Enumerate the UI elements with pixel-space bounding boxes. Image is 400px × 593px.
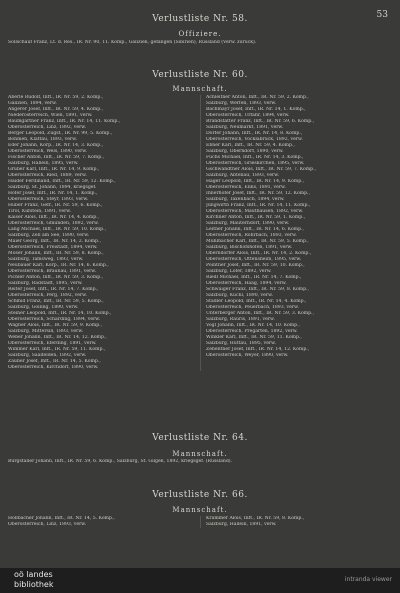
entry-line: Gschwandtner Alois, Inft., IR. Nr. 59, 7. Komp., — [206, 167, 317, 172]
column-divider — [200, 516, 201, 528]
entry-line: Krammer Alois, Inft., IR. Nr. 59, 8. Komp., — [206, 516, 305, 521]
entry-line: Schmid Franz, Inft., IR. Nr. 59, 5. Komp., — [8, 299, 104, 304]
entry-line: Galizien, 1894, verw. — [8, 101, 57, 106]
page-number: 53 — [376, 10, 388, 20]
entry-line: Fuchs Michael, Inft., IR. Nr. 14, 3. Komp., — [206, 155, 304, 160]
entry-line: Brandstätter Franz, Inft., IR. Nr. 59, 6. Komp., — [206, 119, 315, 124]
entry-line: Lang Michael, Inft., IR. Nr. 59, 10. Komp., — [8, 227, 107, 232]
entry-line: Oberösterreich, Urfahr, 1894, verw. — [206, 113, 290, 118]
entry-line: Oberösterreich, Vöcklabruck, 1892, verw. — [206, 137, 303, 142]
entry-line: Oberösterreich, Eferding, 1891, verw. — [8, 341, 97, 346]
entry-line: Innerhofer Josef, Inft., IR. Nr. 59, 12. Komp., — [206, 191, 310, 196]
logo-line-1: oö landes — [14, 570, 53, 579]
entry-line: Weber Johann, Inft., IR. Nr. 14, 12. Komp., — [8, 335, 107, 340]
entry-line: Gruber Karl, Inft., IR. Nr. 14, 9. Komp., — [8, 167, 100, 172]
entry-line: Hager Leopold, Inft., IR. Nr. 14, 9. Komp., — [206, 179, 305, 184]
entry-line: Oberösterreich, Linz, 1892, verw. — [8, 125, 87, 130]
entry-line: Neubauer Karl, Korp., IR. Nr. 14, 6. Komp., — [8, 263, 109, 268]
entry-line: Salzburg, Hüttau, 1895, verw. — [206, 341, 276, 346]
entry-line: Salzburg, Hallein, 1895, verw. — [8, 161, 79, 166]
entry-line: Böhmen, Klattau, 1893, verw. — [8, 137, 77, 142]
entry-line: Oberösterreich, Ottensheim, 1895, verw. — [206, 257, 302, 262]
entry-line: Salzburg, Lofer, 1892, verw. — [206, 269, 272, 274]
list-title: Verlustliste Nr. 58. — [152, 14, 248, 24]
entry-line: Ebner Karl, Inft., IR. Nr. 59, 4. Komp., — [206, 143, 295, 148]
list-title: Verlustliste Nr. 60. — [152, 70, 248, 80]
entry-line: Moser Johann, Inft., IR. Nr. 59, 8. Komp., — [8, 251, 104, 256]
entry-line: Dorfer Johann, Inft., IR. Nr. 14, 8. Komp., — [206, 131, 303, 136]
entry-line: Winkler Karl, Inft., IR. Nr. 59, 11. Komp., — [206, 335, 302, 340]
entry-line: Oberösterreich, Haag, 1894, verw. — [206, 281, 287, 286]
viewer-footer — [0, 568, 400, 593]
list-title: Verlustliste Nr. 66. — [152, 490, 248, 500]
entry-line: Huber Franz, Gefr., IR. Nr. 59, 6. Komp., — [8, 203, 103, 208]
entry-line: Salzburg, Hallein, 1891, verw. — [206, 522, 277, 527]
entry-line: Salzburg, Abtenau, 1893, verw. — [206, 173, 280, 178]
entry-line: Salzburg, Tamsweg, 1893, verw. — [8, 257, 84, 262]
entry-line: Fischer Anton, Inft., IR. Nr. 59, 7. Komp., — [8, 155, 105, 160]
entry-line: Vogl Johann, Inft., IR. Nr. 14, 10. Komp., — [206, 323, 301, 328]
entry-line: Oberösterreich, Gmunden, 1892, verw. — [8, 221, 99, 226]
entry-line: Salzburg, Mauterndorf, 1890, verw. — [206, 221, 290, 226]
entry-line: Berger Leopold, Zugsf., IR. Nr. 99, 5. Komp., — [8, 131, 113, 136]
entry-line: Salzburg, Radstadt, 1895, verw. — [8, 281, 83, 286]
entry-line: Maier Georg, Inft., IR. Nr. 14, 2. Komp., — [8, 239, 101, 244]
entry-line: Oberösterreich, Steyr, 1893, verw. — [8, 197, 89, 202]
entry-line: Salzburg, Bischofshofen, 1891, verw. — [206, 245, 293, 250]
library-logo[interactable] — [6, 568, 66, 593]
entry-line: Salzburg, Neumarkt, 1891, verw. — [206, 125, 284, 130]
list-subtitle: Mannschaft. — [172, 450, 228, 458]
entry-line: Oberösterreich, Freistadt, 1894, verw. — [8, 245, 98, 250]
entry-line: Burgstaller Johann, Inft., IR. Nr. 59, 6. Komp., Salzburg, St. Gilgen, 1892, kriegsgef. (Russland). — [8, 459, 233, 464]
entry-line: Oberösterreich, Ried, 1889, verw. — [8, 173, 87, 178]
entry-line: Zehentner Josef, Inft., IR. Nr. 14, 12. Komp., — [206, 347, 310, 352]
entry-line: Salzburg, Taxenbach, 1894, verw. — [206, 197, 285, 202]
entry-line: Salzburg, Werfen, 1893, verw. — [206, 101, 277, 106]
entry-line: Oberösterreich, Linz, 1893, verw. — [8, 522, 87, 527]
entry-line: Kaiser Alois, Inft., IR. Nr. 14, 4. Komp., — [8, 215, 100, 220]
entry-line: Aberle Rudolf, Inft., IR. Nr. 59, 2. Komp., — [8, 95, 104, 100]
entry-line: Salzburg, Rauris, 1891, verw. — [206, 317, 275, 322]
list-title: Verlustliste Nr. 64. — [152, 433, 248, 443]
entry-line: Tirol, Kufstein, 1891, verw. — [8, 209, 72, 214]
entry-line: Haider Ferdinand, Inft., IR. Nr. 59, 12. Komp., — [8, 179, 116, 184]
entry-line: Stadler Leopold, Inft., IR. Nr. 14, 4. Komp., — [206, 299, 307, 304]
entry-line: Riedl Michael, Inft., IR. Nr. 14, 7. Komp., — [206, 275, 302, 280]
entry-line: Kirchner Anton, Inft., IR. Nr. 59, 1. Komp., — [206, 215, 306, 220]
entry-line: Wimmer Karl, Inft., IR. Nr. 59, 11. Komp., — [8, 347, 106, 352]
entry-line: Salzburg, Kuchl, 1890, verw. — [206, 293, 273, 298]
entry-line: Oberösterreich, Perg, 1892, verw. — [8, 293, 87, 298]
entry-line: Salzburg, Golling, 1890, verw. — [8, 305, 79, 310]
entry-line: Leitner Johann, Inft., IR. Nr. 14, 6. Komp., — [206, 227, 304, 232]
entry-line: Angerer Josef, Inft., IR. Nr. 59, 4. Komp., — [8, 107, 104, 112]
entry-line: Oberösterreich, Mauthausen, 1892, verw. — [206, 209, 304, 214]
entry-line: Oberösterreich, Schärding, 1894, verw. — [8, 317, 101, 322]
entry-line: Salzburg, Mittersill, 1893, verw. — [8, 329, 84, 334]
entry-line: Wagner Alois, Inft., IR. Nr. 59, 9. Komp., — [8, 323, 103, 328]
entry-line: Salzburg, St. Johann, 1894, kriegsgef. — [8, 185, 97, 190]
entry-line: Hofer Josef, Inft., IR. Nr. 14, 1. Komp., — [8, 191, 98, 196]
entry-line: Schwaiger Franz, Inft., IR. Nr. 59, 8. Komp., — [206, 287, 309, 292]
viewer-label[interactable]: intranda viewer — [344, 576, 392, 583]
column-divider — [200, 95, 201, 371]
entry-line: Oberösterreich, Weyer, 1890, verw. — [206, 353, 289, 358]
entry-line: Pichler Anton, Inft., IR. Nr. 59, 3. Komp., — [8, 275, 104, 280]
entry-line: Bachmayr Josef, Inft., IR. Nr. 14, 1. Komp., — [206, 107, 306, 112]
entry-line: Pointner Josef, Inft., IR. Nr. 59, 10. Komp., — [206, 263, 305, 268]
entry-line: Oberösterreich, Grieskirchen, 1895, verw. — [206, 161, 305, 166]
entry-line: Niederösterreich, Wien, 1891, verw. — [8, 113, 93, 118]
entry-line: Eder Johann, Korp., IR. Nr. 14, 3. Komp., — [8, 143, 104, 148]
entry-line: Unterberger Anton, Inft., IR. Nr. 59, 3. Komp., — [206, 311, 314, 316]
entry-line: Oberösterreich, Rohrbach, 1893, verw. — [206, 233, 297, 238]
list-subtitle: Mannschaft. — [172, 506, 228, 514]
entry-line: Oberösterreich, Braunau, 1891, verw. — [8, 269, 97, 274]
entry-line: Oberösterreich, Wels, 1890, verw. — [8, 149, 88, 154]
list-subtitle: Offiziere. — [178, 30, 222, 38]
entry-line: Reiter Josef, Inft., IR. Nr. 14, 7. Komp., — [8, 287, 99, 292]
entry-line: Salzburg, Oberndorf, 1890, verw. — [206, 149, 284, 154]
entry-line: Oberösterreich, Kirchdorf, 1890, verw. — [8, 365, 99, 370]
entry-line: Achleitner Anton, Inft., IR. Nr. 59, 2. Komp., — [206, 95, 309, 100]
entry-line: Oberösterreich, Peuerbach, 1893, verw. — [206, 305, 299, 310]
entry-line: Sollschauf Franz, Lt. d. Res., IR. Nr. 90, 11. Komp., Galizien, gefangen (Sibirien), Russland (Verw. zurück). — [8, 40, 257, 45]
logo-line-2: bibliothek — [14, 580, 54, 589]
entry-line: Salzburg, Zell am See, 1890, verw. — [8, 233, 90, 238]
entry-line: Baumgartner Franz, Inft., IR. Nr. 14, 11. Komp., — [8, 119, 121, 124]
entry-line: Oberndorfer Alois, Inft., IR. Nr. 14, 2. Komp., — [206, 251, 312, 256]
entry-line: Höllbacher Johann, Inft., IR. Nr. 14, 5. Komp., — [8, 516, 115, 521]
entry-line: Oberösterreich, Enns, 1891, verw. — [206, 185, 286, 190]
list-subtitle: Mannschaft. — [172, 85, 228, 93]
entry-line: Salzburg, Saalfelden, 1892, verw. — [8, 353, 87, 358]
entry-line: Zauner Josef, Inft., IR. Nr. 14, 5. Komp., — [8, 359, 101, 364]
entry-line: Mühlbacher Karl, Inft., IR. Nr. 59, 5. Komp., — [206, 239, 309, 244]
entry-line: Oberösterreich, Pregarten, 1892, verw. — [206, 329, 298, 334]
entry-line: Jungwirth Franz, Inft., IR. Nr. 14, 11. Komp., — [206, 203, 311, 208]
entry-line: Steiner Leopold, Inft., IR. Nr. 14, 10. Komp., — [8, 311, 112, 316]
